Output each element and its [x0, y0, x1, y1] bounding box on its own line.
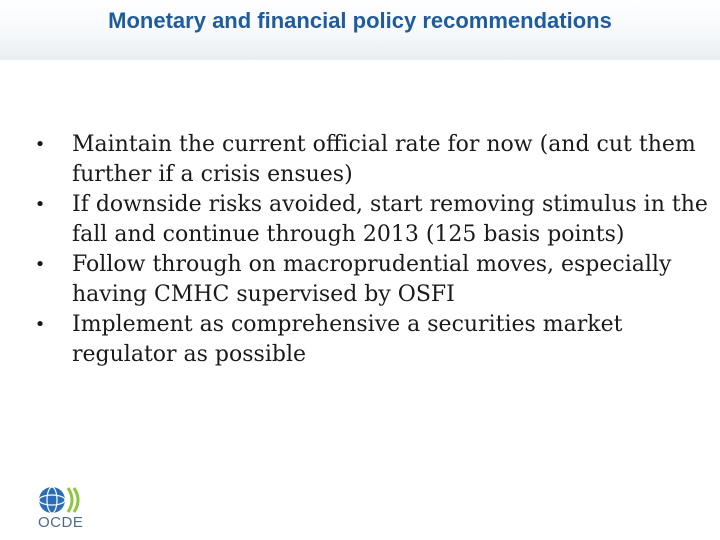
logo-text: OCDE [38, 514, 84, 531]
slide-title: Monetary and financial policy recommendations [108, 8, 612, 33]
bullet-item [30, 250, 710, 310]
bullet-dot: • [34, 314, 46, 335]
bullet-item [30, 190, 710, 250]
bullet-text: Implement as comprehensive a securities market regulator as possible [72, 312, 623, 367]
bullet-list [30, 130, 710, 370]
bullet-dot: • [34, 254, 46, 275]
bullet-item [30, 130, 710, 190]
bullet-text: Maintain the current official rate for now (and cut them further if a crisis ensues) [72, 132, 696, 187]
bullet-dot: • [34, 194, 46, 215]
bullet-item [30, 310, 710, 370]
bullet-text: If downside risks avoided, start removing stimulus in the fall and continue through 2013 (125 basis points) [72, 192, 708, 247]
bullet-dot: • [34, 134, 46, 155]
bullet-text: Follow through on macroprudential moves, especially having CMHC supervised by OSFI [72, 252, 672, 307]
